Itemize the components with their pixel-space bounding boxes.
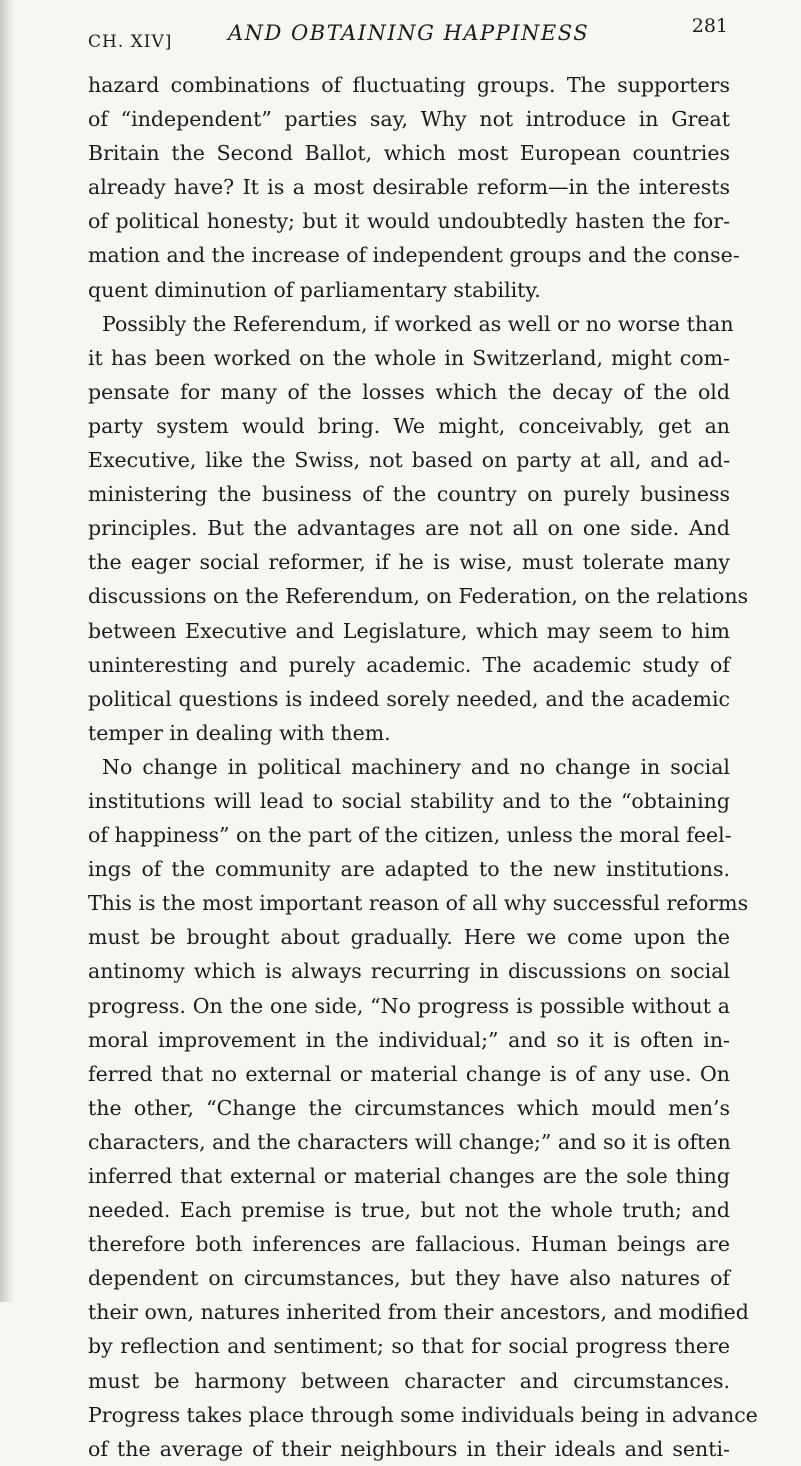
text-line: ferred that no external or material change is of any use. On <box>88 1061 730 1086</box>
text-line: of “independent” parties say, Why not introduce in Great <box>88 107 730 132</box>
text-line: quent diminution of parliamentary stability. <box>88 277 541 302</box>
text-line: inferred that external or material changes are the sole thing <box>88 1164 730 1188</box>
text-line: Possibly the Referendum, if worked as well or no worse than <box>102 311 734 336</box>
text-line: therefore both inferences are fallacious. Human beings are <box>88 1232 730 1257</box>
text-line: it has been worked on the whole in Switzerland, might com- <box>88 345 730 370</box>
body-text <box>88 68 758 1466</box>
page-gutter-shadow <box>0 0 14 1302</box>
text-line: of political honesty; but it would undoubtedly hasten the for- <box>88 209 730 234</box>
text-line: hazard combinations of fluctuating groups. The supporters <box>88 73 730 97</box>
running-header <box>88 15 728 55</box>
text-line: political questions is indeed sorely needed, and the academic <box>88 686 730 711</box>
text-line: must be brought about gradually. Here we come upon the <box>88 925 730 950</box>
text-line: party system would bring. We might, conceivably, get an <box>88 413 730 438</box>
page-number: 281 <box>691 15 728 37</box>
text-line: Britain the Second Ballot, which most European countries <box>88 141 730 166</box>
running-title: AND OBTAINING HAPPINESS <box>228 21 590 45</box>
text-line: the other, “Change the circumstances which mould men’s <box>88 1095 730 1120</box>
text-line: Progress takes place through some individuals being in advance <box>88 1402 758 1427</box>
text-line: Executive, like the Swiss, not based on party at all, and ad- <box>88 448 730 473</box>
text-line: uninteresting and purely academic. The academic study of <box>88 652 730 677</box>
text-line: moral improvement in the individual;” and so it is often in- <box>88 1027 730 1052</box>
text-line: needed. Each premise is true, but not the whole truth; and <box>88 1198 730 1223</box>
text-line: the eager social reformer, if he is wise, must tolerate many <box>88 550 730 575</box>
text-line: This is the most important reason of all why successful reforms <box>88 891 749 916</box>
text-line: already have? It is a most desirable reform—in the interests <box>88 175 730 200</box>
text-line: ings of the community are adapted to the new institutions. <box>88 857 730 882</box>
text-line: characters, and the characters will change;” and so it is often <box>88 1129 731 1154</box>
text-line: must be harmony between character and circumstances. <box>88 1368 730 1393</box>
text-line: pensate for many of the losses which the decay of the old <box>88 379 730 404</box>
text-line: of happiness” on the part of the citizen, unless the moral feel- <box>88 823 732 848</box>
text-line: institutions will lead to social stability and to the “obtaining <box>88 788 730 813</box>
text-line: progress. On the one side, “No progress is possible without a <box>88 993 730 1018</box>
text-line: mation and the increase of independent groups and the conse- <box>88 243 740 268</box>
text-line: principles. But the advantages are not all on one side. And <box>88 516 730 541</box>
text-line: antinomy which is always recurring in discussions on social <box>88 959 730 984</box>
text-line: of the average of their neighbours in their ideals and senti- <box>88 1436 730 1461</box>
text-line: ministering the business of the country on purely business <box>88 482 730 507</box>
text-line: by reflection and sentiment; so that for social progress there <box>88 1334 730 1359</box>
text-line: No change in political machinery and no change in social <box>102 754 730 779</box>
text-line: discussions on the Referendum, on Federation, on the relations <box>88 584 749 609</box>
chapter-reference: CH. XIV] <box>88 32 173 52</box>
text-line: their own, natures inherited from their ancestors, and modified <box>88 1300 749 1325</box>
text-line: temper in dealing with them. <box>88 720 391 745</box>
text-line: dependent on circumstances, but they have also natures of <box>88 1266 730 1291</box>
text-line: between Executive and Legislature, which may seem to him <box>88 618 730 643</box>
